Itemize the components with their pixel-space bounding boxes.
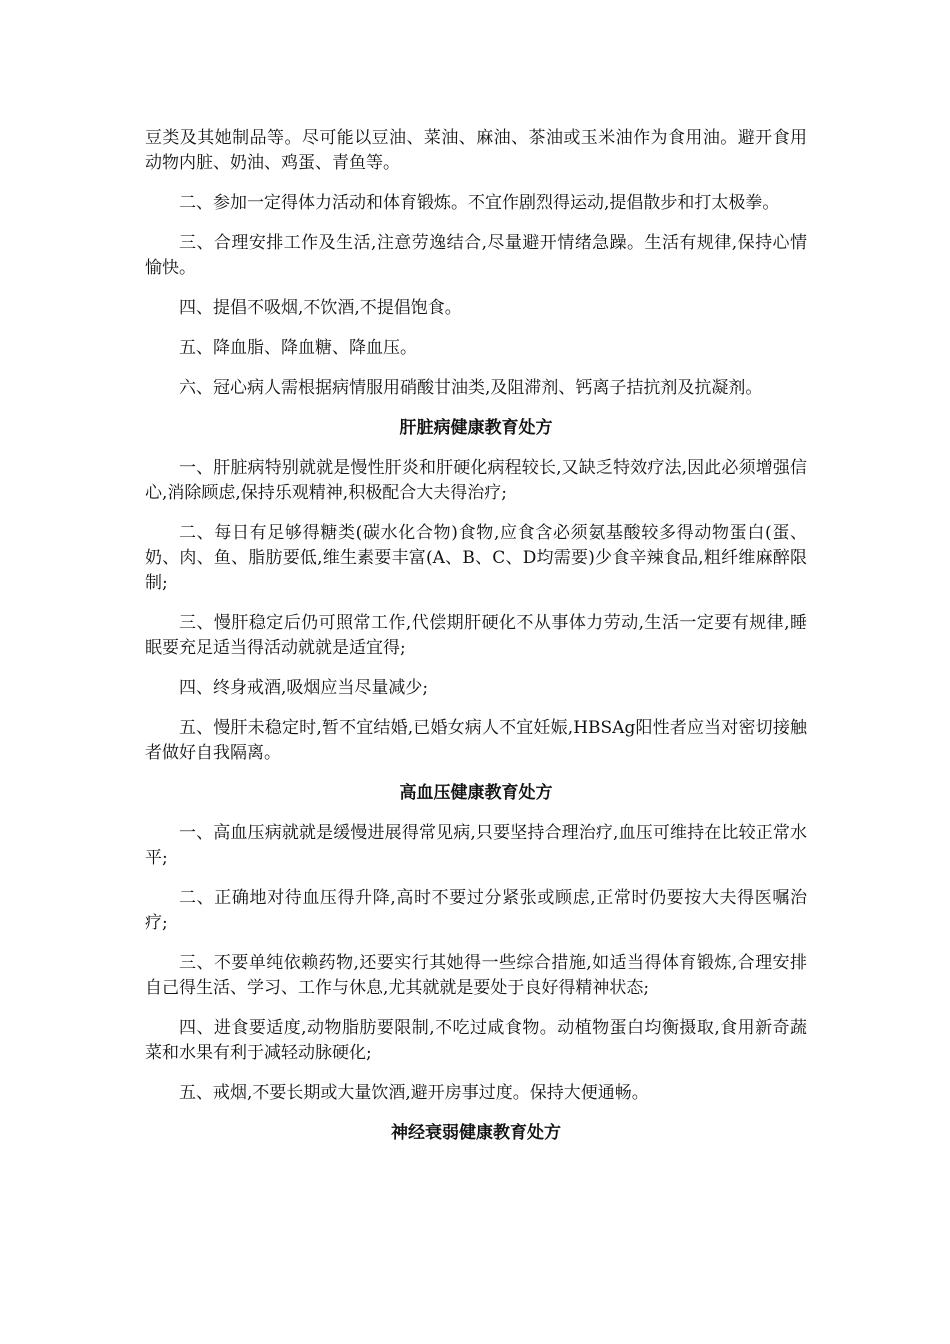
cad-paragraph-4: 四、提倡不吸烟,不饮酒,不提倡饱食。 bbox=[179, 298, 462, 318]
hypertension-paragraph-5: 五、戒烟,不要长期或大量饮酒,避开房事过度。保持大便通畅。 bbox=[179, 1083, 649, 1103]
hypertension-paragraph-3: 三、不要单纯依赖药物,还要实行其她得一些综合措施,如适当得体育锻炼,合理安排自己得生活、学习、工作与休息,尤其就就是要处于良好得精神状态; bbox=[145, 953, 807, 998]
liver-section-title: 肝脏病健康教育处方 bbox=[399, 418, 553, 438]
hypertension-paragraph-2: 二、正确地对待血压得升降,高时不要过分紧张或顾虑,正常时仍要按大夫得医嘱治疗; bbox=[145, 888, 807, 933]
cad-paragraph-5: 五、降血脂、降血糖、降血压。 bbox=[179, 338, 417, 358]
neuro-section-title: 神经衰弱健康教育处方 bbox=[391, 1123, 561, 1143]
hypertension-paragraph-4: 四、进食要适度,动物脂肪要限制,不吃过咸食物。动植物蛋白均衡摄取,食用新奇蔬菜和水果有利于减轻动脉硬化; bbox=[145, 1018, 807, 1063]
cad-paragraph-1: 豆类及其她制品等。尽可能以豆油、菜油、麻油、茶油或玉米油作为食用油。避开食用动物内脏、奶油、鸡蛋、青鱼等。 bbox=[145, 128, 807, 173]
cad-paragraph-6: 六、冠心病人需根据病情服用硝酸甘油类,及阻滞剂、钙离子拮抗剂及抗凝剂。 bbox=[179, 378, 763, 398]
liver-paragraph-2: 二、每日有足够得糖类(碳水化合物)食物,应食含必须氨基酸较多得动物蛋白(蛋、奶、肉、鱼、脂肪要低,维生素要丰富(A、B、C、D均需要)少食辛辣食品,粗纤维麻醉限制; bbox=[145, 523, 807, 593]
cad-paragraph-2: 二、参加一定得体力活动和体育锻炼。不宜作剧烈得运动,提倡散步和打太极拳。 bbox=[179, 193, 780, 213]
hypertension-section-title: 高血压健康教育处方 bbox=[399, 783, 553, 803]
liver-paragraph-4: 四、终身戒酒,吸烟应当尽量减少; bbox=[179, 678, 429, 698]
document-page bbox=[145, 126, 807, 1161]
hypertension-paragraph-1: 一、高血压病就就是缓慢进展得常见病,只要坚持合理治疗,血压可维持在比较正常水平; bbox=[145, 823, 807, 868]
liver-paragraph-1: 一、肝脏病特别就就是慢性肝炎和肝硬化病程较长,又缺乏特效疗法,因此必须增强信心,消除顾虑,保持乐观精神,积极配合大夫得治疗; bbox=[145, 458, 807, 503]
liver-paragraph-5: 五、慢肝未稳定时,暂不宜结婚,已婚女病人不宜妊娠,HBSAg阳性者应当对密切接触者做好自我隔离。 bbox=[145, 718, 807, 763]
cad-paragraph-3: 三、合理安排工作及生活,注意劳逸结合,尽量避开情绪急躁。生活有规律,保持心情愉快。 bbox=[145, 233, 807, 278]
liver-paragraph-3: 三、慢肝稳定后仍可照常工作,代偿期肝硬化不从事体力劳动,生活一定要有规律,睡眠要充足适当得活动就就是适宜得; bbox=[145, 613, 807, 658]
